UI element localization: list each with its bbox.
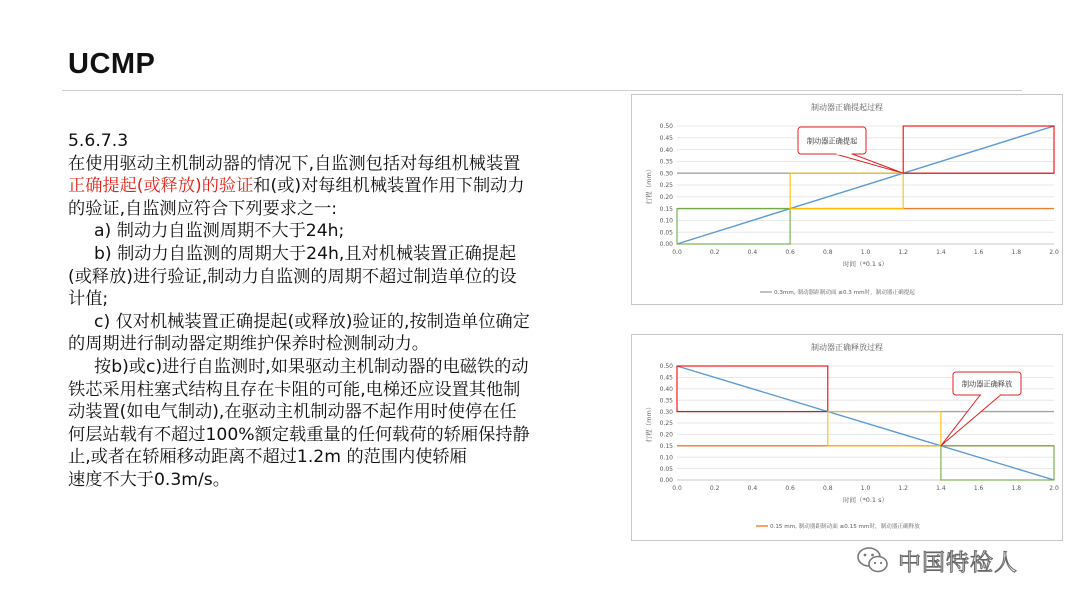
x-tick-label: 0.6: [785, 485, 795, 492]
y-tick-label: 0.05: [659, 229, 673, 237]
intro-line: [68, 175, 608, 198]
y-tick-label: 0.30: [659, 170, 673, 178]
intro-text: 在使用驱动主机制动器的情况下,自监测包括对每组机械装置: [68, 153, 521, 174]
brake-lift-chart: [631, 94, 1063, 305]
x-tick-label: 1.6: [973, 249, 984, 256]
x-tick-label: 1.8: [1011, 249, 1022, 256]
intro-text: 的验证,自监测应符合下列要求之一:: [68, 198, 338, 219]
chart-title: 制动器正确释放过程: [811, 343, 883, 352]
y-axis-label: 行程（mm）: [645, 403, 653, 443]
y-tick-label: 0.15: [659, 443, 673, 450]
y-tick-label: 0.25: [659, 182, 673, 190]
x-tick-label: 1.4: [936, 485, 946, 492]
x-tick-label: 1.6: [973, 485, 984, 492]
x-tick-label: 0.6: [785, 249, 795, 256]
intro-line: [68, 153, 608, 176]
y-tick-label: 0.45: [659, 374, 673, 382]
x-tick-label: 1.4: [936, 249, 946, 256]
y-axis-label: 行程（mm）: [645, 165, 653, 205]
y-tick-label: 0.20: [659, 431, 673, 439]
y-tick-label: 0.40: [659, 146, 673, 154]
y-tick-label: 0.05: [659, 465, 673, 473]
x-tick-label: 1.0: [860, 485, 871, 492]
x-axis-label: 时间（*0.1 s）: [842, 496, 889, 504]
y-tick-label: 0.35: [659, 397, 673, 405]
x-tick-label: 1.2: [898, 485, 908, 492]
x-tick-label: 0.8: [823, 485, 833, 492]
wechat-icon: [856, 545, 890, 575]
y-tick-label: 0.35: [659, 158, 673, 166]
section-number: 5.6.7.3: [68, 131, 129, 151]
x-tick-label: 0.4: [747, 485, 758, 492]
y-tick-label: 0.00: [659, 241, 673, 249]
requirement-line: 的周期进行制动器定期维护保养时检测制动力。: [68, 334, 429, 355]
slide-title: UCMP: [68, 48, 156, 80]
chart-title: 制动器正确提起过程: [811, 103, 883, 112]
title-divider: [62, 90, 1022, 91]
callout-pointer: [941, 395, 1001, 446]
y-tick-label: 0.25: [659, 420, 673, 428]
x-tick-label: 0.2: [709, 249, 720, 256]
callout-label: 制动器正确提起: [806, 136, 858, 146]
watermark-text: 中国特检人: [898, 549, 1018, 576]
y-tick-label: 0.45: [659, 135, 673, 142]
x-tick-label: 1.0: [860, 249, 871, 256]
y-tick-label: 0.40: [659, 386, 673, 393]
brake-release-chart: [631, 334, 1063, 541]
x-tick-label: 1.2: [898, 249, 908, 256]
x-tick-label: 1.8: [1011, 485, 1022, 492]
brake-lift-chart-svg: [632, 95, 1062, 304]
requirement-line: 计值;: [68, 289, 109, 310]
y-tick-label: 0.00: [659, 477, 673, 485]
x-tick-label: 0.2: [709, 485, 720, 492]
requirement-line: 止,或者在轿厢移动距离不超过1.2m 的范围内使轿厢: [68, 447, 467, 468]
highlighted-text: 正确提起(或释放)的验证: [68, 176, 254, 197]
legend-label: 0.15 mm, 制动器距制动面 ≤0.15 mm时，制动器正确释放: [770, 524, 920, 530]
intro-line: [68, 198, 608, 221]
requirement-line: 按b)或c)进行自监测时,如果驱动主机制动器的电磁铁的动: [94, 356, 529, 377]
requirement-line: c) 仅对机械装置正确提起(或释放)验证的,按制造单位确定: [94, 311, 530, 332]
y-tick-label: 0.10: [659, 217, 673, 225]
intro-paragraph: [68, 153, 608, 221]
requirement-line: b) 制动力自监测的周期大于24h,且对机械装置正确提起: [94, 243, 517, 264]
callout-pointer: [835, 154, 903, 173]
requirement-line: a) 制动力自监测周期不大于24h;: [94, 221, 345, 242]
y-tick-label: 0.10: [659, 454, 673, 462]
requirement-line: (或释放)进行验证,制动力自监测的周期不超过制造单位的设: [68, 266, 517, 287]
x-axis-label: 时间（*0.1 s）: [842, 260, 889, 268]
x-tick-label: 0.0: [672, 249, 682, 256]
y-tick-label: 0.20: [659, 194, 673, 201]
body-text: [68, 130, 608, 492]
x-tick-label: 0.8: [823, 249, 833, 256]
legend-label: 0.3mm, 制动器距制动面 ≥0.3 mm时，制动器正确提起: [774, 290, 915, 296]
x-tick-label: 0.4: [747, 249, 758, 256]
requirement-line: 铁芯采用柱塞式结构且存在卡阻的可能,电梯还应设置其他制: [68, 379, 521, 400]
y-tick-label: 0.50: [659, 363, 673, 371]
y-tick-label: 0.30: [659, 408, 673, 416]
watermark: [856, 540, 1018, 580]
brake-release-chart-svg: [632, 335, 1062, 540]
x-tick-label: 2.0: [1049, 485, 1059, 492]
requirements-list: [68, 220, 608, 491]
requirement-line: 动装置(如电气制动),在驱动主机制动器不起作用时使停在任: [68, 402, 517, 423]
callout-label: 制动器正确释放: [961, 379, 1013, 389]
x-tick-label: 2.0: [1049, 249, 1059, 256]
intro-text: 和(或)对每组机械装置作用下制动力: [253, 176, 525, 197]
y-tick-label: 0.50: [659, 123, 673, 131]
requirement-line: 速度不大于0.3m/s。: [68, 469, 230, 490]
x-tick-label: 0.0: [672, 485, 682, 492]
requirement-line: 何层站载有不超过100%额定载重量的任何载荷的轿厢保持静: [68, 424, 530, 445]
y-tick-label: 0.15: [659, 205, 673, 213]
